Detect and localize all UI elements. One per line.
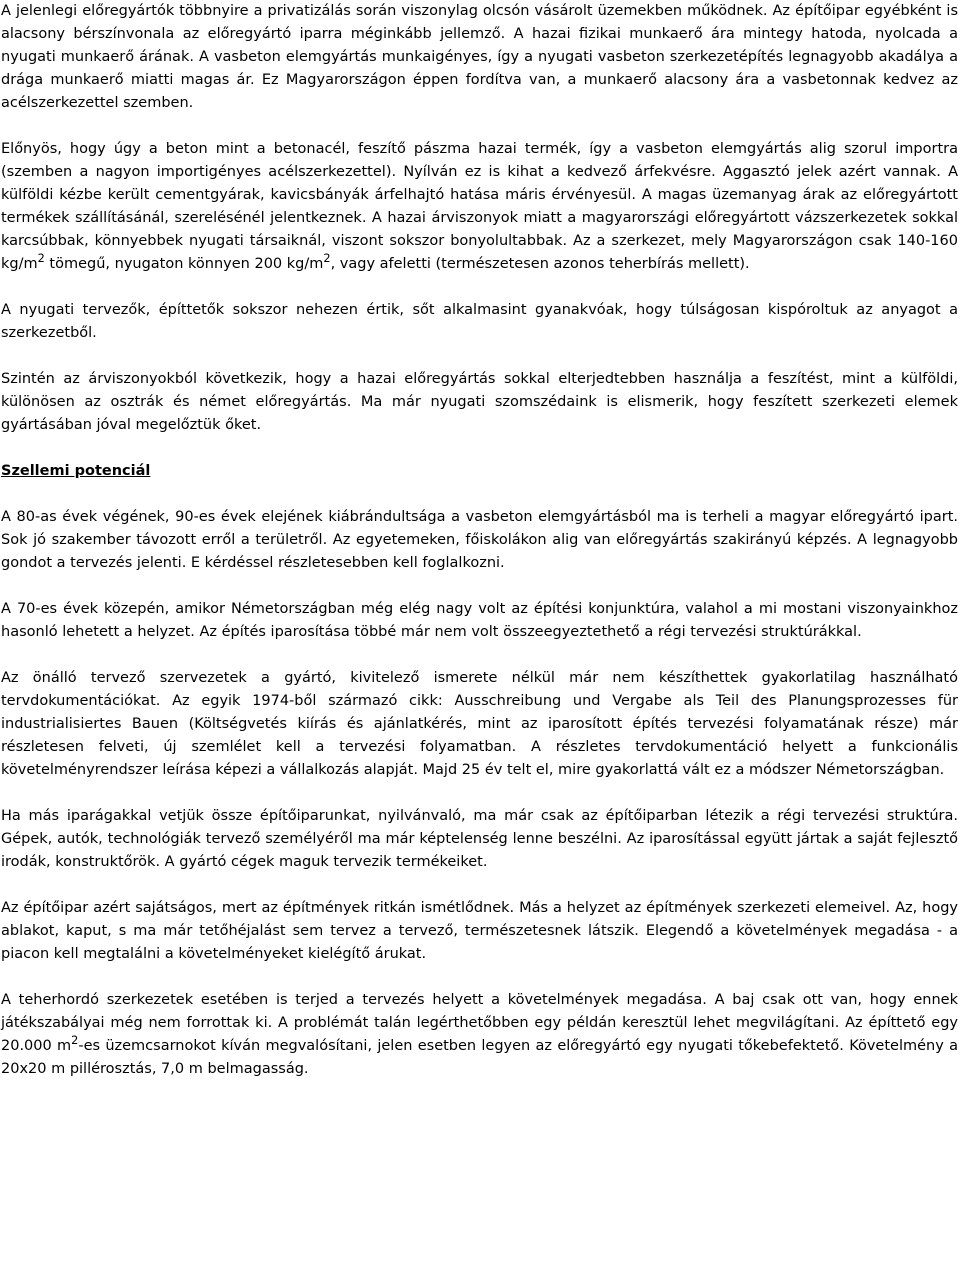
paragraph-domestic-materials-text-2: tömegű, nyugaton könnyen 200 kg/m bbox=[44, 256, 324, 272]
paragraph-domestic-materials-text-1: Előnyös, hogy úgy a beton mint a betonacél, feszítő pászma hazai termék, így a vasbeton elemgyártás alig szorul importra (szemben a nagyon importigényes acélszerkezettel). Nyílván ez is kihat a kedvező árfekvésre. Aggasztó jelek azért vannak. A külföldi kézbe került cementgyárak, kavicsbányák árfelhajtó hatása máris érvényesül. A magas üzemanyag árak az előregyártott termékek szállításánál, szerelésénél jelentkeznek. A hazai árviszonyok miatt a magyarországi előregyártott vázszerkezetek sokkal karcsúbbak, könnyebbek nyugati társaiknál, viszont sokszor bonyolultabbak. Az a szerkezet, mely Magyarországon csak 140-160 kg/m bbox=[1, 141, 958, 272]
paragraph-western-designers: A nyugati tervezők, építtetők sokszor nehezen értik, sőt alkalmasint gyanakvóak, hogy túlságosan kispóroltuk az anyagot a szerkezetből. bbox=[1, 302, 958, 341]
paragraph-domestic-materials bbox=[1, 138, 958, 276]
paragraph-disillusionment: A 80-as évek végének, 90-es évek elejének kiábrándultsága a vasbeton elemgyártásból ma is terheli a magyar előregyártó ipart. Sok jó szakember távozott erről a területről. Az egyetemeken, főiskolákon alig van előregyártás szakirányú képzés. A legnagyobb gondot a tervezés jelenti. E kérdéssel részletesebben kell foglalkozni. bbox=[1, 509, 958, 571]
paragraph-load-bearing bbox=[1, 989, 958, 1081]
section-heading: Szellemi potenciál bbox=[1, 463, 151, 479]
paragraph-prestressing: Szintén az árviszonyokból következik, hogy a hazai előregyártás sokkal elterjedtebben használja a feszítést, mint a külföldi, különösen az osztrák és német előregyártás. Ma már nyugati szomszédaink is elismerik, hogy feszített szerkezeti elemek gyártásában jóval megelőztük őket. bbox=[1, 371, 958, 433]
paragraph-design-organisations: Az önálló tervező szervezetek a gyártó, kivitelező ismerete nélkül már nem készíthettek gyakorlatilag használható tervdokumentációkat. Az egyik 1974-ből származó cikk: Ausschreibung und Vergabe als Teil des Planungsprozesses für industrialisiertes Bauen (Költségvetés kiírás és ajánlatkérés, mint az iparosított építés tervezési folyamatának része) már részletesen felveti, új szemlélet kell a tervezési folyamatban. A részletes tervdokumentáció helyett a funkcionális követelményrendszer leírása képezi a vállalkozás alapját. Majd 25 év telt el, mire gyakorlattá vált ez a módszer Németországban. bbox=[1, 670, 958, 778]
paragraph-domestic-materials-text-3: , vagy afeletti (természetesen azonos teherbírás mellett). bbox=[330, 256, 750, 272]
paragraph-construction-specifics: Az építőipar azért sajátságos, mert az építmények ritkán ismétlődnek. Más a helyzet az építmények szerkezeti elemeivel. Az, hogy ablakot, kaput, s ma már tetőhéjalást sem tervez a tervező, természetesnek látszik. Elegendő a követelmények megadása - a piacon kell megtalálni a követelményeket kielégítő árukat. bbox=[1, 900, 958, 962]
paragraph-workforce-cost: A jelenlegi előregyártók többnyire a privatizálás során viszonylag olcsón vásárolt üzemekben működnek. Az építőipar egyébként is alacsony bérszínvonala az előregyártó iparra méginkább jellemző. A hazai fizikai munkaerő ára mintegy hatoda, nyolcada a nyugati munkaerő árának. A vasbeton elemgyártás munkaigényes, így a nyugati vasbeton szerkezetépítés legnagyobb akadálya a drága munkaerő miatti magas ár. Ez Magyarországon éppen fordítva van, a munkaerő alacsony ára a vasbetonnak kedvez az acélszerkezettel szemben. bbox=[1, 3, 958, 111]
paragraph-other-industries: Ha más iparágakkal vetjük össze építőiparunkat, nyilvánvaló, ma már csak az építőiparban létezik a régi tervezési struktúra. Gépek, autók, technológiák tervező személyéről ma már képtelenség lenne beszélni. Az iparosítással együtt jártak a saját fejlesztő irodák, konstruktőrök. A gyártó cégek maguk tervezik termékeiket. bbox=[1, 808, 958, 870]
superscript-square-1: 2 bbox=[37, 251, 45, 265]
paragraph-load-bearing-text-2: -es üzemcsarnokot kíván megvalósítani, jelen esetben legyen az előregyártó egy nyugati tőkebefektető. Követelmény a 20x20 m pillérosztás, 7,0 m belmagasság. bbox=[1, 1038, 958, 1077]
superscript-square-3: 2 bbox=[71, 1033, 79, 1047]
paragraph-seventies-germany: A 70-es évek közepén, amikor Németországban még elég nagy volt az építési konjunktúra, valahol a mi mostani viszonyainkhoz hasonló lehetett a helyzet. Az építés iparosítása többé már nem volt összeegyeztethető a régi tervezési struktúrákkal. bbox=[1, 601, 958, 640]
document-page bbox=[1, 0, 958, 1081]
superscript-square-2: 2 bbox=[323, 251, 331, 265]
paragraph-load-bearing-text-1: A teherhordó szerkezetek esetében is terjed a tervezés helyett a követelmények megadása. A baj csak ott van, hogy ennek játékszabályai még nem forrottak ki. A problémát talán legérthetőbben egy példán keresztül lehet megvilágítani. Az építtető egy 20.000 m bbox=[1, 992, 958, 1054]
